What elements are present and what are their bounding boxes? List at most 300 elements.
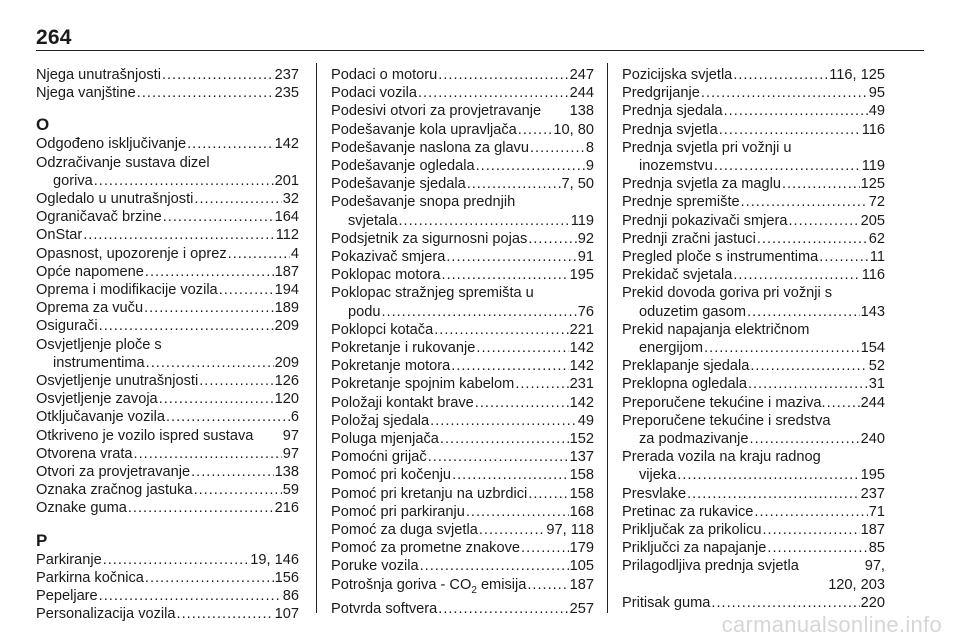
- dot-leader: [442, 266, 569, 284]
- entry-term: [331, 157, 475, 175]
- page-reference: 152: [569, 431, 594, 448]
- entry-term: [36, 336, 162, 354]
- entry-term: [331, 503, 465, 521]
- index-entry: [36, 427, 299, 445]
- index-entry: [331, 175, 594, 193]
- dot-leader: [163, 208, 274, 226]
- page-reference: 156: [274, 569, 299, 586]
- dot-leader: [177, 605, 274, 623]
- entry-term: [36, 408, 165, 426]
- dot-leader: [704, 339, 860, 357]
- entry-term: [36, 587, 98, 605]
- entry-term-text: Pozicijska svjetla: [622, 67, 733, 83]
- entry-term-text: Poruke vozila: [331, 558, 419, 575]
- page-reference: 116: [861, 267, 885, 284]
- page-reference: 49: [868, 103, 885, 120]
- dot-leader: [128, 499, 274, 517]
- page-reference: 71: [868, 503, 885, 520]
- index-entry: [331, 193, 594, 229]
- page-reference: 107: [274, 606, 299, 623]
- page-reference: 31: [868, 376, 885, 393]
- entry-term-text: Parkiranje: [36, 551, 102, 568]
- entry-term: [348, 303, 380, 321]
- entry-term: [622, 248, 818, 266]
- page-reference: 95: [868, 85, 885, 102]
- entry-term: [36, 208, 162, 226]
- entry-term: [36, 66, 161, 84]
- entry-term: [622, 66, 732, 84]
- index-entry: [36, 499, 299, 517]
- entry-term: [622, 375, 747, 393]
- entry-term-text: Prednja svjetla za maglu: [622, 176, 781, 193]
- entry-term-text: svjetala: [348, 212, 398, 229]
- entry-term-text: Prednje spremište: [622, 194, 740, 211]
- dot-leader: [521, 539, 569, 557]
- entry-term: [331, 266, 441, 284]
- entry-term-text: Osvjetljenje unutrašnjosti: [36, 373, 199, 390]
- entry-term-text: Pokretanje i rukovanje: [331, 340, 476, 357]
- entry-term-text: Poklopac motora: [331, 267, 441, 284]
- entry-term-text: Pomoćni grijač: [331, 449, 427, 466]
- index-entry: [36, 408, 299, 426]
- entry-term-suffix: emisija: [476, 576, 527, 593]
- entry-term: [622, 539, 766, 557]
- dot-leader: [677, 466, 859, 484]
- dot-leader: [219, 281, 274, 299]
- entry-term-text: Podsjetnik za sigurnosni pojas: [331, 230, 528, 247]
- index-entry: [622, 412, 885, 448]
- dot-leader: [515, 375, 568, 393]
- entry-term: [622, 212, 787, 230]
- entry-term-text: Otvorena vrata: [36, 445, 133, 462]
- index-entry: [331, 485, 594, 503]
- page-reference: 10, 80: [553, 121, 594, 138]
- dot-leader: [440, 430, 569, 448]
- index-entry: [622, 503, 885, 521]
- entry-term-text: Opasnost, upozorenje i oprez: [36, 245, 227, 262]
- dot-leader: [724, 102, 868, 120]
- page-reference: 19, 146: [250, 551, 299, 568]
- dot-leader: [83, 226, 275, 244]
- index-entry: [622, 139, 885, 175]
- entry-term-text: Ograničavač brzine: [36, 209, 162, 226]
- entry-term-text: instrumentima: [53, 354, 145, 371]
- entry-term-text: Prednja svjetla pri vožnji u: [622, 139, 792, 156]
- dot-leader: [446, 248, 576, 266]
- dot-leader: [430, 412, 577, 430]
- entry-term-text: Oznaka zračnog jastuka: [36, 482, 193, 499]
- dot-leader: [146, 354, 274, 372]
- entry-term-text: Ogledalo u unutrašnjosti: [36, 191, 194, 208]
- entry-term-text: Pokretanje motora: [331, 358, 451, 375]
- entry-term-text: Podešavanje snopa prednjih: [331, 194, 516, 211]
- entry-term-text: Podesivi otvori za provjetravanje: [331, 103, 542, 120]
- dot-leader: [451, 357, 568, 375]
- page-number: 264: [36, 26, 72, 49]
- entry-term-text: Otvori za provjetravanje: [36, 464, 191, 481]
- page-reference: 216: [274, 500, 299, 517]
- page-reference: 116, 125: [829, 67, 885, 83]
- page-reference: 7, 50: [561, 176, 594, 193]
- index-entry: [622, 175, 885, 193]
- page-reference: 189: [274, 300, 299, 317]
- page-reference: 220: [860, 594, 885, 611]
- page-reference: 235: [274, 85, 299, 102]
- entry-term: [639, 303, 746, 321]
- entry-term: [331, 521, 478, 539]
- dot-leader: [763, 521, 860, 539]
- dot-leader: [530, 139, 585, 157]
- entry-term: [36, 226, 82, 244]
- index-entry: [331, 557, 594, 575]
- entry-term-text: Preklapanje sjedala: [622, 358, 750, 375]
- header-rule: [36, 50, 924, 51]
- page-reference: 257: [569, 600, 594, 617]
- index-entry: [622, 230, 885, 248]
- index-entry: [36, 463, 299, 481]
- dot-leader: [420, 557, 569, 575]
- entry-term: [331, 284, 534, 302]
- page-reference: 187: [569, 576, 594, 593]
- index-entry: [36, 569, 299, 587]
- page-reference: 164: [274, 209, 299, 226]
- index-entry: [36, 445, 299, 463]
- page-reference: 97: [282, 427, 299, 444]
- index-entry: [622, 193, 885, 211]
- page-reference: 154: [860, 340, 885, 357]
- entry-term-text: OnStar: [36, 227, 83, 244]
- entry-term-text: za podmazivanje: [639, 431, 749, 448]
- entry-term: [36, 481, 193, 499]
- entry-term-text: Položaj sjedala: [331, 412, 430, 429]
- dot-leader: [144, 299, 274, 317]
- index-entry: [331, 466, 594, 484]
- dot-leader: [428, 448, 569, 466]
- entry-term: [331, 230, 527, 248]
- column-divider: [607, 63, 608, 613]
- page-reference: 97,: [864, 558, 885, 575]
- dot-leader: [134, 445, 282, 463]
- entry-term: [331, 394, 474, 412]
- entry-term-text: Prednja svjetla: [622, 121, 718, 138]
- dot-leader: [733, 66, 828, 84]
- index-entry: [331, 600, 594, 618]
- dot-leader: [166, 408, 290, 426]
- entry-term: [36, 372, 198, 390]
- entry-term: [36, 499, 127, 517]
- index-entry: [36, 66, 299, 84]
- entry-term: [36, 445, 133, 463]
- index-entry: [36, 135, 299, 153]
- index-entry: [331, 539, 594, 557]
- index-entry: [622, 84, 885, 102]
- index-entry: [331, 375, 594, 393]
- entry-term: [622, 448, 821, 466]
- index-entry: [36, 154, 299, 190]
- entry-term: [622, 485, 686, 503]
- entry-term-text: Prekid napajanja električnom: [622, 321, 810, 338]
- index-entry: [331, 430, 594, 448]
- entry-term: [622, 266, 732, 284]
- dot-leader: [750, 430, 860, 448]
- index-entry: [36, 245, 299, 263]
- page-reference: 168: [569, 503, 594, 520]
- entry-term-text: Pomoć pri kočenju: [331, 467, 452, 484]
- entry-term: [639, 430, 749, 448]
- entry-term: [331, 412, 429, 430]
- index-entry: [622, 284, 885, 320]
- page-reference: 187: [860, 522, 885, 539]
- entry-term: [36, 190, 193, 208]
- dot-leader: [782, 175, 860, 193]
- entry-term-text: Prekidač svjetala: [622, 267, 733, 284]
- entry-term: [331, 175, 466, 193]
- index-entry: [36, 336, 299, 372]
- entry-term-text: Prilagodljiva prednja svjetla: [622, 558, 799, 575]
- entry-term: [36, 390, 158, 408]
- index-entry: [622, 248, 885, 266]
- index-entry: [622, 485, 885, 503]
- page-reference: 209: [274, 354, 299, 371]
- dot-leader: [94, 172, 274, 190]
- index-entry: [331, 284, 594, 320]
- page-reference: 91: [577, 249, 594, 266]
- index-entry: [622, 212, 885, 230]
- dot-leader: [747, 303, 860, 321]
- entry-term-text: Personalizacija vozila: [36, 606, 176, 623]
- entry-term-text: Podešavanje ogledala: [331, 158, 475, 175]
- entry-term: [622, 121, 718, 139]
- dot-leader: [103, 551, 250, 569]
- entry-term-text: Pepeljare: [36, 588, 98, 605]
- entry-term-text: Preporučene tekućine i sredstva: [622, 412, 831, 429]
- entry-term: [331, 448, 427, 466]
- entry-term-text: Podešavanje naslona za glavu: [331, 139, 529, 156]
- entry-term-text: Podaci o motoru: [331, 67, 438, 83]
- entry-term: [36, 299, 143, 317]
- index-entry: [36, 263, 299, 281]
- page-reference: 221: [569, 321, 594, 338]
- dot-leader: [187, 135, 274, 153]
- dot-leader: [479, 521, 546, 539]
- index-entry: [331, 394, 594, 412]
- page-reference: 97: [282, 445, 299, 462]
- entry-term-text: oduzetim gasom: [639, 303, 747, 320]
- entry-term: [639, 157, 713, 175]
- entry-term-text: Pomoć za duga svjetla: [331, 522, 478, 539]
- index-entry: [331, 448, 594, 466]
- dot-leader: [827, 394, 860, 412]
- dot-leader: [145, 569, 274, 587]
- entry-term-text: Potvrda softvera: [331, 600, 438, 617]
- page-reference: 209: [274, 318, 299, 335]
- entry-term: [331, 193, 515, 211]
- entry-term-text: Priključak za prikolicu: [622, 522, 762, 539]
- dot-leader: [452, 466, 569, 484]
- entry-term: [36, 135, 186, 153]
- dot-leader: [194, 190, 281, 208]
- dot-leader: [754, 503, 867, 521]
- dot-leader: [767, 539, 867, 557]
- page-reference: 195: [569, 267, 594, 284]
- entry-term-text: Podaci vozila: [331, 85, 417, 102]
- entry-term: [331, 600, 437, 618]
- dot-leader: [714, 157, 861, 175]
- entry-term-text: Prednja sjedala: [622, 103, 723, 120]
- page-reference: 116: [861, 121, 885, 138]
- page-reference: 4: [290, 245, 299, 262]
- dot-leader: [228, 245, 290, 263]
- page-reference: 11: [869, 249, 885, 266]
- entry-term-text: Prekid dovoda goriva pri vožnji s: [622, 285, 833, 302]
- dot-leader: [750, 357, 867, 375]
- entry-term-text: Potrošnja goriva - CO: [331, 576, 472, 593]
- entry-term: [331, 248, 445, 266]
- index-entry: [331, 248, 594, 266]
- dot-leader: [434, 321, 568, 339]
- entry-term-text: Predgrijanje: [622, 85, 700, 102]
- entry-term: [36, 569, 144, 587]
- index-entry: [622, 66, 885, 84]
- entry-term-text: Parkirna kočnica: [36, 569, 144, 586]
- index-entry: [331, 357, 594, 375]
- entry-term: [622, 230, 756, 248]
- dot-leader: [145, 263, 274, 281]
- page-reference: 142: [569, 358, 594, 375]
- entry-term-text: Pomoć za prometne znakove: [331, 540, 521, 557]
- index-entry: [622, 394, 885, 412]
- entry-term-text: Otkriveno je vozilo ispred sustava: [36, 427, 254, 444]
- index-entry: [331, 121, 594, 139]
- page-reference: 240: [860, 431, 885, 448]
- entry-term-text: energijom: [639, 340, 704, 357]
- entry-term-text: Presvlake: [622, 485, 687, 502]
- index-entry: [36, 190, 299, 208]
- entry-term-text: Oprema za vuču: [36, 300, 144, 317]
- page-reference: 143: [860, 303, 885, 320]
- entry-term-text: Osvjetljenje ploče s: [36, 336, 162, 353]
- entry-term-text: Odzračivanje sustava dizel: [36, 154, 210, 171]
- entry-term-text: Prednji zračni jastuci: [622, 230, 756, 247]
- entry-term: [622, 394, 826, 412]
- page-reference: 6: [290, 409, 299, 426]
- entry-term-text: Oznake guma: [36, 500, 127, 517]
- entry-term-text: Pregled ploče s instrumentima: [622, 249, 819, 266]
- index-entry: [331, 339, 594, 357]
- entry-term: [36, 551, 102, 569]
- entry-term: [331, 375, 514, 393]
- page-reference: 126: [274, 373, 299, 390]
- entry-term: [639, 339, 703, 357]
- entry-term-text: Pretinac za rukavice: [622, 503, 754, 520]
- index-entry: [331, 157, 594, 175]
- index-column-2: [331, 66, 594, 618]
- index-entry: [331, 266, 594, 284]
- entry-term: [36, 605, 176, 623]
- index-entry: [36, 481, 299, 499]
- entry-term: [331, 84, 417, 102]
- entry-term: [348, 212, 397, 230]
- page-reference: 244: [569, 85, 594, 102]
- index-entry: [331, 576, 594, 600]
- dot-leader: [137, 84, 274, 102]
- page-reference: 9: [585, 158, 594, 175]
- index-entry: [36, 587, 299, 605]
- entry-term-text: Pritisak guma: [622, 594, 711, 611]
- entry-term: [622, 594, 710, 612]
- page-reference: 237: [274, 67, 299, 83]
- index-entry: [331, 321, 594, 339]
- entry-term: [331, 102, 541, 120]
- letter-heading: O: [36, 115, 50, 135]
- entry-term-text: Prednji pokazivači smjera: [622, 212, 788, 229]
- page-reference: 119: [861, 158, 885, 175]
- entry-term-text: Preklopna ogledala: [622, 376, 747, 393]
- entry-term: [331, 66, 437, 84]
- page-reference: 247: [569, 67, 594, 83]
- index-entry: [36, 226, 299, 244]
- entry-term: [622, 321, 809, 339]
- page-reference: 120: [274, 391, 299, 408]
- index-entry: [622, 539, 885, 557]
- dot-leader: [418, 84, 569, 102]
- entry-term-text: vijeka: [639, 467, 677, 484]
- index-entry: [36, 390, 299, 408]
- index-entry: [331, 66, 594, 84]
- entry-term: [331, 576, 526, 600]
- entry-term: [331, 139, 529, 157]
- dot-leader: [527, 576, 568, 594]
- dot-leader: [159, 390, 274, 408]
- entry-term-text: Oprema i modifikacije vozila: [36, 282, 218, 299]
- dot-leader: [467, 175, 561, 193]
- page-reference: 158: [569, 485, 594, 502]
- entry-term-text: Preporučene tekućine i maziva.: [622, 394, 826, 411]
- dot-leader: [438, 66, 568, 84]
- entry-term-text: goriva: [53, 172, 93, 189]
- entry-term: [331, 357, 450, 375]
- page-reference: 125: [860, 176, 885, 193]
- entry-term: [622, 557, 799, 575]
- dot-leader: [381, 303, 576, 321]
- entry-term-text: Priključci za napajanje: [622, 540, 767, 557]
- page-reference: 194: [274, 282, 299, 299]
- entry-term-text: Pokazivač smjera: [331, 249, 446, 266]
- dot-leader: [528, 485, 568, 503]
- dot-leader: [528, 230, 576, 248]
- page-reference: 92: [577, 230, 594, 247]
- entry-term-text: Pomoć pri parkiranju: [331, 503, 465, 520]
- dot-leader: [719, 121, 861, 139]
- page-reference: 138: [569, 103, 594, 120]
- page-reference: 142: [274, 136, 299, 153]
- index-entry: [622, 321, 885, 357]
- index-entry: [331, 139, 594, 157]
- watermark: carmanualsonline.info: [721, 612, 942, 637]
- index-entry: [622, 375, 885, 393]
- dot-leader: [788, 212, 859, 230]
- page-reference: 244: [860, 394, 885, 411]
- entry-term: [331, 485, 527, 503]
- entry-term: [331, 557, 419, 575]
- entry-term-text: Položaji kontakt brave: [331, 394, 474, 411]
- entry-term: [331, 430, 439, 448]
- dot-leader: [819, 248, 869, 266]
- dot-leader: [476, 157, 585, 175]
- page-reference: 86: [282, 588, 299, 605]
- page-reference: 59: [282, 482, 299, 499]
- entry-term: [622, 503, 753, 521]
